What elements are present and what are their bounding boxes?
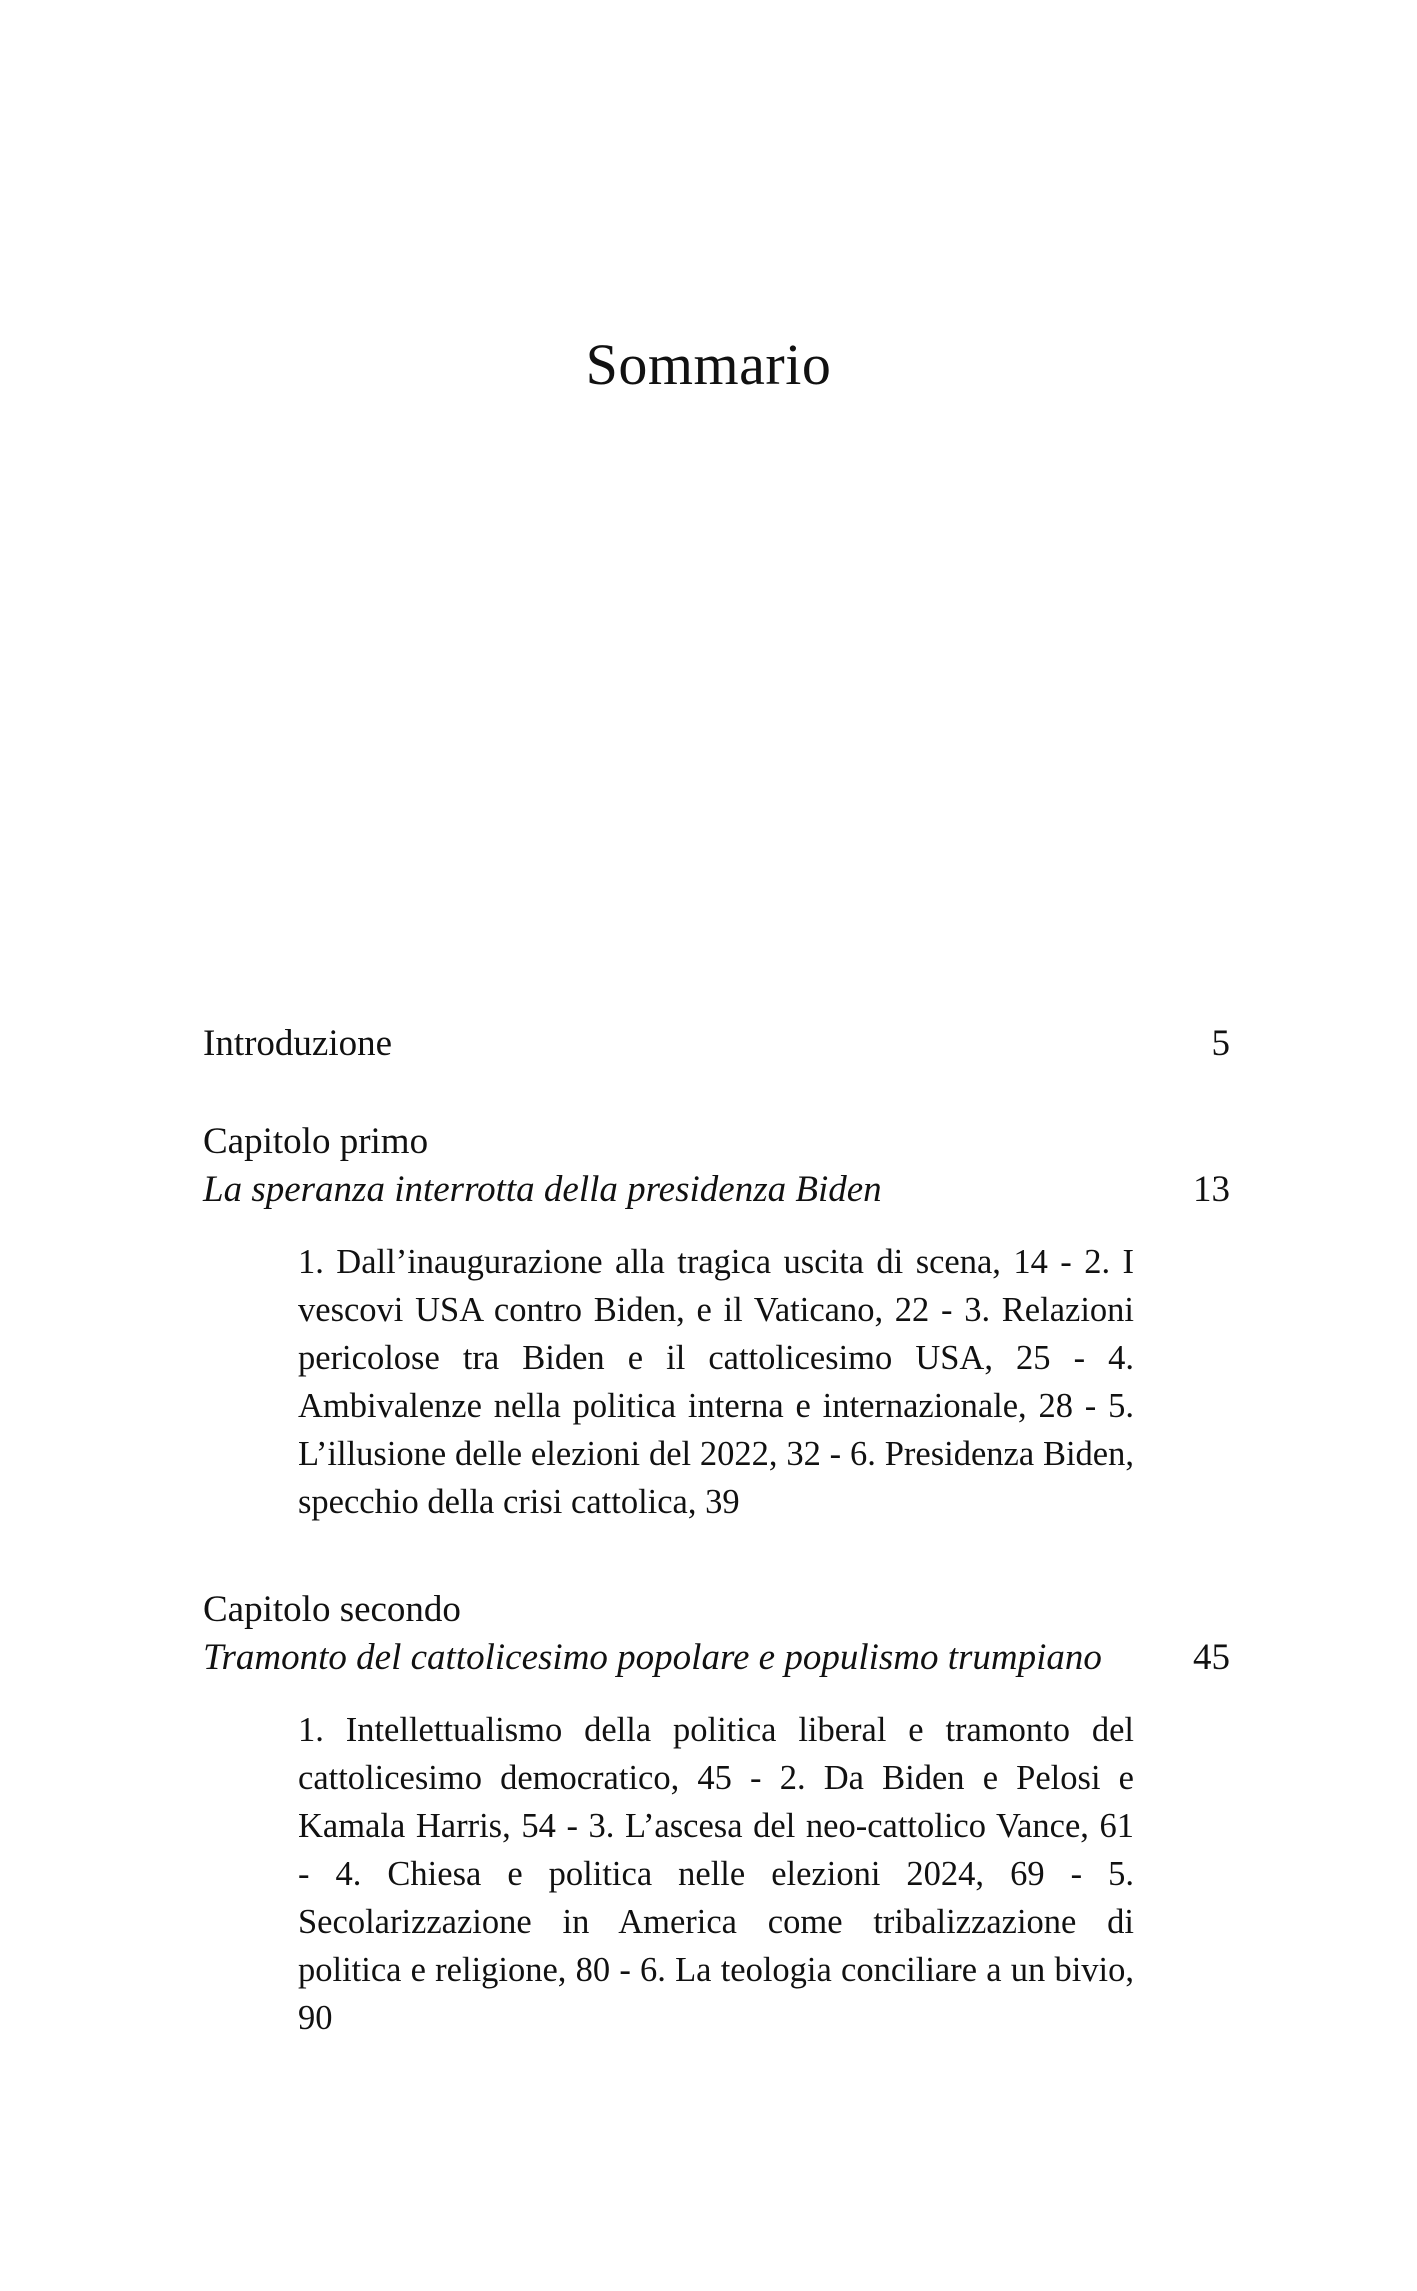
chapter-summary: 1. Dall’inaugurazione alla tragica uscita di scena, 14 - 2. I vescovi USA contro Biden, e il Vaticano, 22 - 3. Relazioni pericolose tra Biden e il cattolicesimo USA, 25 - 4. Ambivalenze nella politica interna e internazionale, 28 - 5. L’illusione delle elezioni del 2022, 32 - 6. Presidenza Biden, specchio della crisi cattolica, 39 [298, 1243, 1134, 1521]
table-of-contents [203, 1020, 1230, 2042]
chapter-label: Capitolo secondo [203, 1589, 461, 1630]
chapter-label: Capitolo primo [203, 1121, 429, 1162]
chapter-title: Tramonto del cattolicesimo popolare e populismo trumpiano [203, 1637, 1102, 1678]
chapter-title: La speranza interrotta della presidenza Biden [203, 1169, 882, 1210]
chapter-title-row [203, 1166, 1230, 1214]
toc-page-number: 45 [1193, 1637, 1230, 1678]
toc-entry-label: Introduzione [203, 1023, 393, 1064]
toc-entry-introduction[interactable] [203, 1020, 1230, 1068]
toc-chapter-1[interactable] [203, 1118, 1230, 1526]
chapter-title-row [203, 1634, 1230, 1682]
page-title: Sommario [585, 332, 832, 397]
toc-page-number: 5 [1211, 1023, 1230, 1064]
chapter-summary: 1. Intellettualismo della politica liberal e tramonto del cattolicesimo democratico, 45 - 2. Da Biden e Pelosi e Kamala Harris, 54 - 3. L’ascesa del neo-cattolico Vance, 61 - 4. Chiesa e politica nelle elezioni 2024, 69 - 5. Secolarizzazione in America come tribalizzazione di politica e religione, 80 - 6. La teologia conciliare a un bivio, 90 [298, 1711, 1134, 2037]
toc-chapter-2[interactable] [203, 1586, 1230, 2042]
toc-page-number: 13 [1193, 1169, 1230, 1210]
